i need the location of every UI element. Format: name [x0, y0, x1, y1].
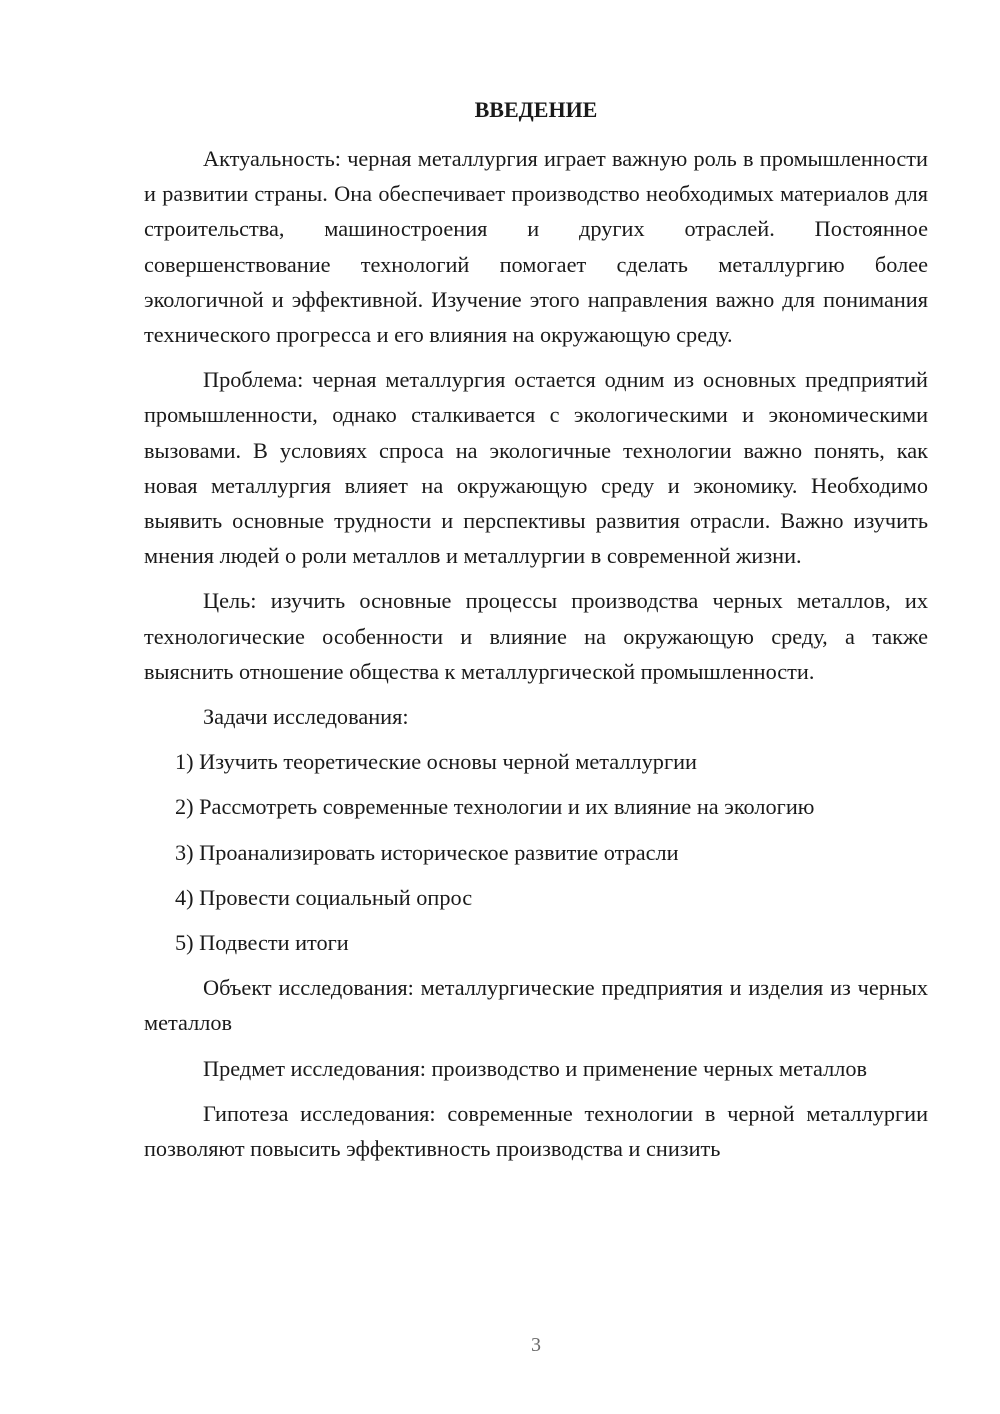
task-item: 4) Провести социальный опрос: [175, 884, 473, 910]
paragraph-subject: Предмет исследования: производство и применение черных металлов: [203, 1055, 868, 1081]
page-number: 3: [531, 1334, 541, 1356]
tasks-heading: Задачи исследования:: [203, 704, 409, 730]
task-item: 3) Проанализировать историческое развитие отрасли: [175, 839, 679, 865]
task-item: 5) Подвести итоги: [175, 930, 349, 956]
document-page: [144, 0, 928, 1414]
task-item: 2) Рассмотреть современные технологии и их влияние на экологию: [175, 794, 815, 820]
paragraph-object: Объект исследования: металлургические предприятия и изделия из черных металлов: [144, 975, 928, 1036]
page-title: ВВЕДЕНИЕ: [474, 97, 598, 122]
task-item: 1) Изучить теоретические основы черной металлургии: [175, 749, 697, 775]
paragraph-problem: Проблема: черная металлургия остается одним из основных предприятий промышленности, однако сталкивается с экологическими и экономическими вызовами. В условиях спроса на экологичные технологии важно понять, как новая металлургия влияет на окружающую среду и экономику. Необходимо выявить основные трудности и перспективы развития отрасли. Важно изучить мнения людей о роли металлов и металлургии в современной жизни.: [144, 367, 928, 569]
document-body: [144, 141, 928, 1176]
paragraph-hypothesis: Гипотеза исследования: современные технологии в черной металлургии позволяют повысить эффективность производства и снизить: [144, 1100, 928, 1162]
paragraph-relevance: Актуальность: черная металлургия играет важную роль в промышленности и развитии страны. Она обеспечивает производство необходимых материалов для строительства, машиностроения и других отраслей. Постоянное совершенствование технологий помогает сделать металлургию более экологичной и эффективной. Изучение этого направления важно для понимания технического прогресса и его влияния на окружающую среду.: [144, 146, 928, 348]
tasks-list: [144, 744, 928, 960]
paragraph-goal: Цель: изучить основные процессы производства черных металлов, их технологические особенности и влияние на окружающую среду, а также выяснить отношение общества к металлургической промышленности.: [144, 588, 928, 684]
